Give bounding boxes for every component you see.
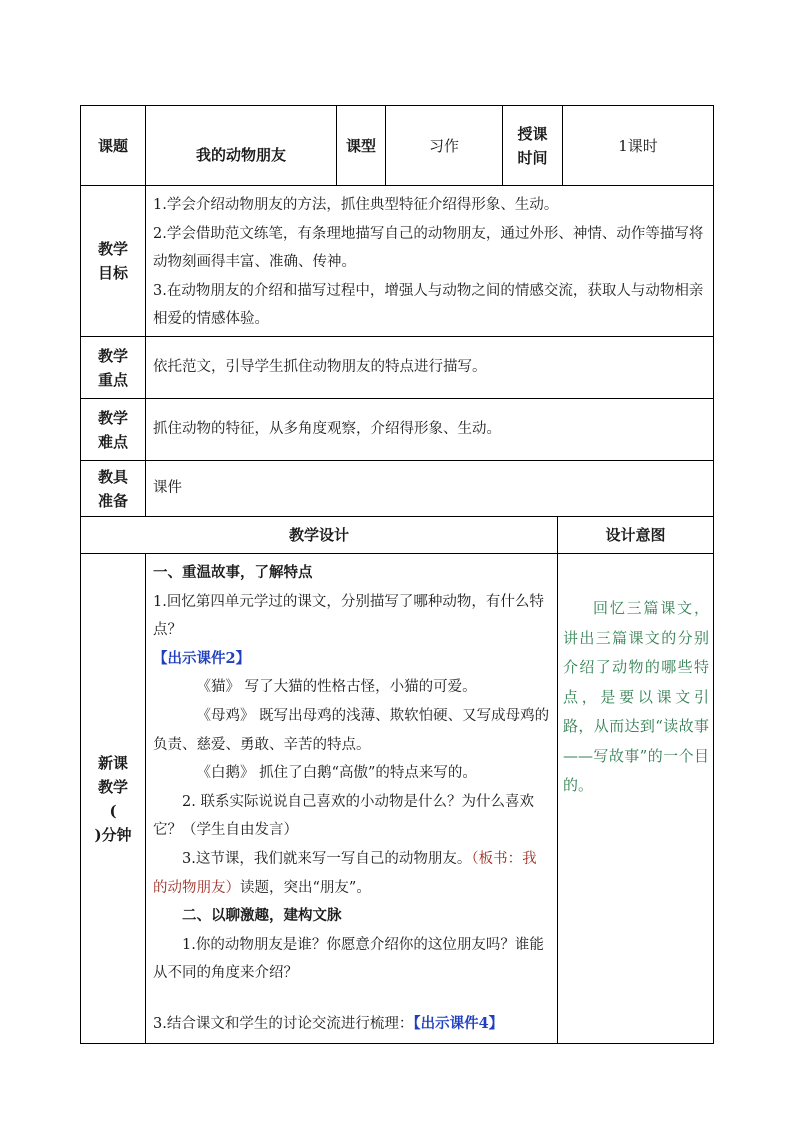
question: 2. 联系实际说说自己喜欢的小动物是什么？为什么喜欢它？（学生自由发言）	[153, 793, 534, 839]
table-border-right	[713, 105, 714, 1044]
text-summary-cat: 《猫》 写了大猫的性格古怪，小猫的可爱。	[196, 679, 477, 696]
lesson-content	[146, 559, 557, 1043]
design-header: 教学设计	[288, 526, 349, 544]
design-intent: 回忆三篇课文，讲出三篇课文的分别介绍了动物的哪些特点，是要以课文引路，从而达到“读故事——写故事”的一个目的。	[563, 599, 709, 794]
lesson-time: 1课时	[618, 137, 658, 155]
label-time: 授课 时间	[517, 124, 548, 167]
question: 3.这节课，我们就来写一写自己的动物朋友。（板书：我的动物朋友）读题，突出“朋友”。	[153, 850, 537, 896]
label-new-lesson: 新课 教学 ( )分钟	[94, 753, 132, 844]
materials-content: 课件	[153, 480, 182, 497]
question: 3.结合课文和学生的讨论交流进行梳理：【出示课件4】	[153, 1014, 504, 1032]
key-points-content: 依托范文，引导学生抓住动物朋友的特点进行描写。	[153, 359, 487, 376]
section-title: 二、以聊激趣，建构文脉	[182, 907, 342, 925]
row-divider	[80, 185, 714, 186]
label-topic: 课题	[97, 136, 128, 155]
objective-item: 2.学会借助范文练笔，有条理地描写自己的动物朋友，通过外形、神情、动作等描写将动物刻画得丰富、准确、传神。	[153, 225, 704, 271]
slide-reference: 【出示课件2】	[153, 649, 251, 667]
text-summary-goose: 《白鹅》 抓住了白鹅“高傲”的特点来写的。	[196, 765, 477, 782]
objective-item: 3.在动物朋友的介绍和描写过程中，增强人与动物之间的情感交流，获取人与动物相亲相爱的情感体验。	[153, 282, 704, 328]
board-note: （板书：我的动物朋友）	[153, 850, 537, 896]
question: 1.你的动物朋友是谁？你愿意介绍你的这位朋友吗？谁能从不同的角度来介绍？	[153, 936, 544, 982]
label-difficulties: 教学 难点	[97, 408, 128, 451]
label-objectives: 教学 目标	[97, 240, 128, 282]
difficulties-content: 抓住动物的特征，从多角度观察，介绍得形象、生动。	[153, 421, 501, 438]
label-key-points: 教学 重点	[97, 346, 128, 389]
objective-item: 1.学会介绍动物朋友的方法，抓住典型特征介绍得形象、生动。	[153, 197, 559, 213]
label-type: 课型	[345, 136, 376, 155]
lesson-type: 习作	[428, 137, 459, 155]
lesson-topic: 我的动物朋友	[195, 145, 286, 164]
row-divider	[80, 553, 714, 554]
table-border-bottom	[80, 1043, 714, 1044]
objectives-content	[146, 191, 713, 336]
text-summary-hen: 《母鸡》 既写出母鸡的浅薄、欺软怕硬、又写成母鸡的负责、慈爱、勇敢、辛苦的特点。	[153, 707, 550, 753]
label-materials: 教具 准备	[97, 467, 128, 510]
question: 1.回忆第四单元学过的课文，分别描写了哪种动物，有什么特点？	[153, 593, 544, 639]
section-title: 一、重温故事，了解特点	[153, 564, 313, 581]
intent-header: 设计意图	[605, 526, 666, 544]
slide-reference: 【出示课件4】	[413, 1014, 504, 1032]
